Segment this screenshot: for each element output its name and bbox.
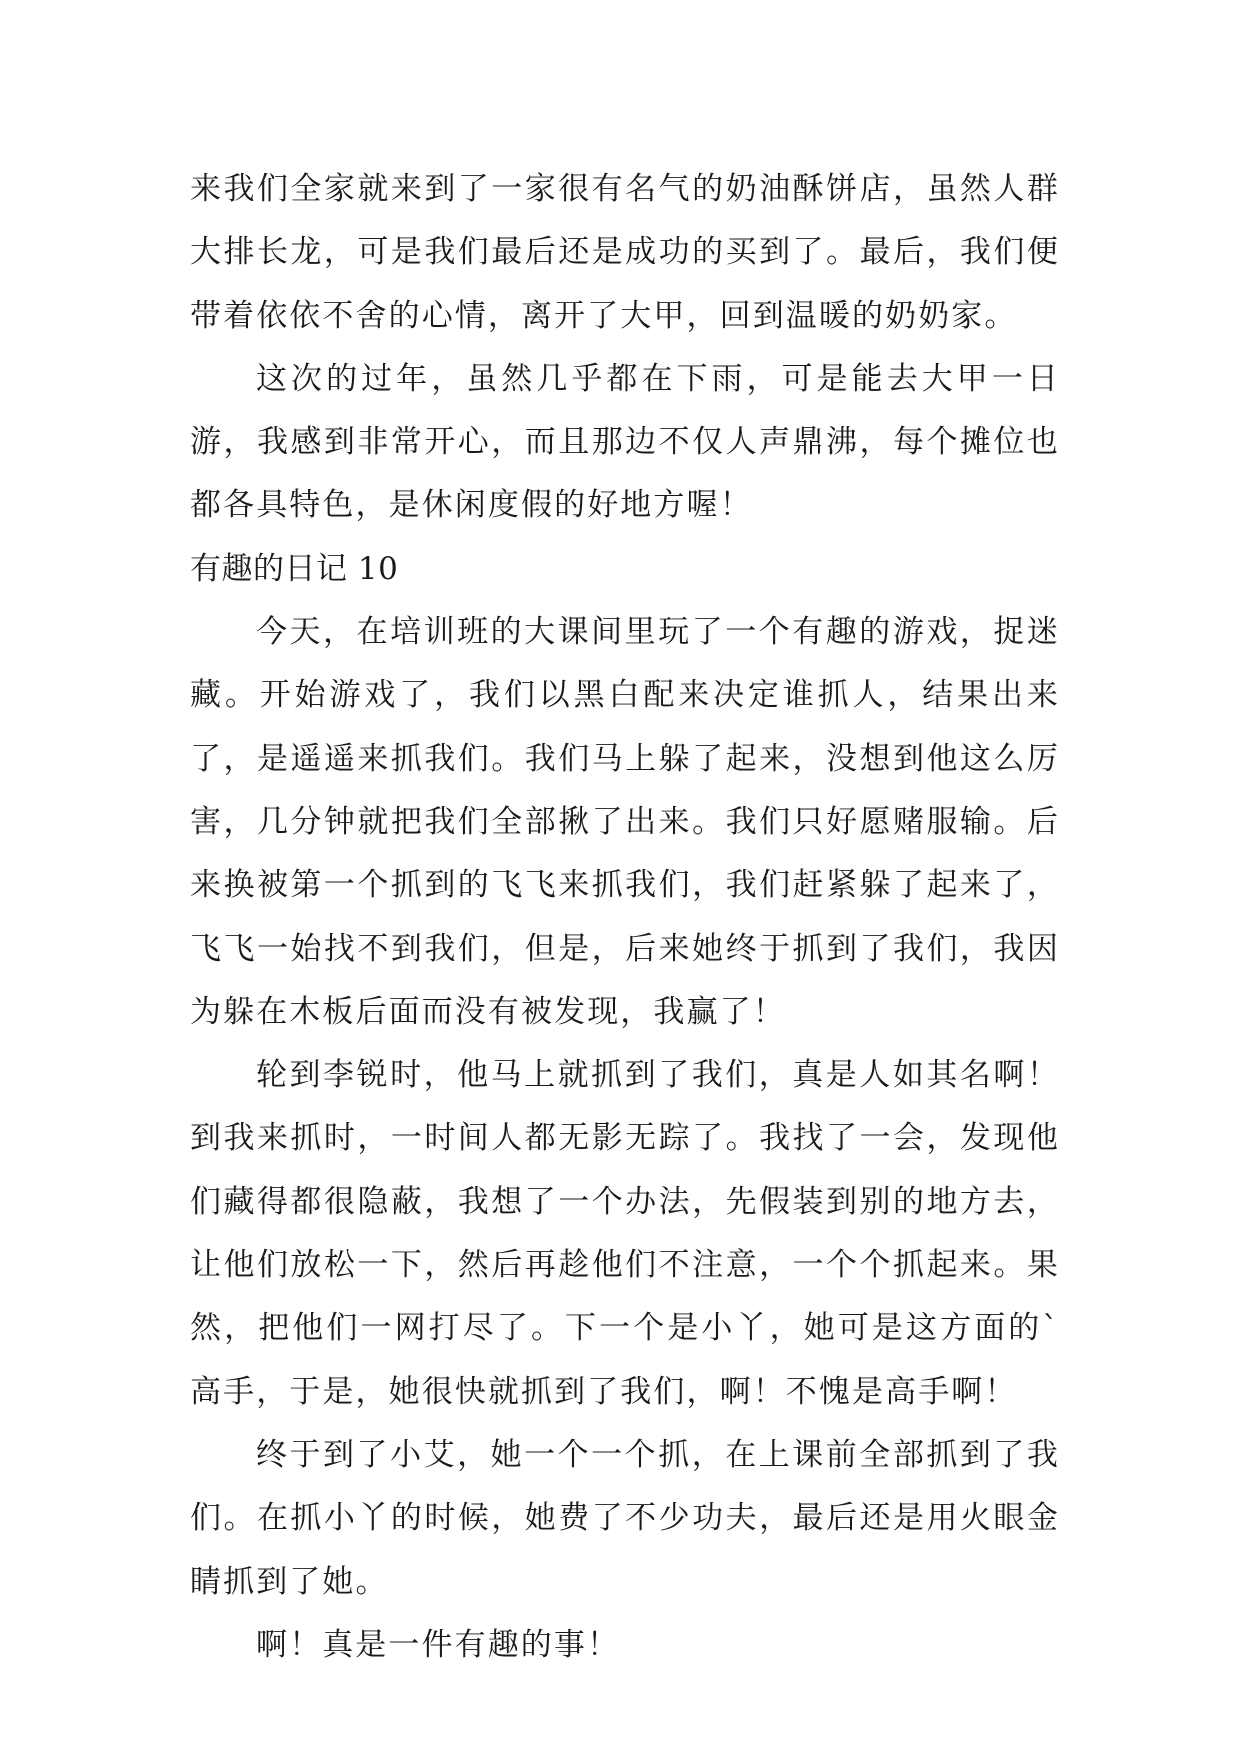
paragraph-xiao-ai-turn: 终于到了小艾，她一个一个抓，在上课前全部抓到了我们。在抓小丫的时候，她费了不少功夫，最后还是用火眼金睛抓到了她。 [190,1436,1060,1600]
paragraph-new-year-summary: 这次的过年，虽然几乎都在下雨，可是能去大甲一日游，我感到非常开心，而且那边不仅人声鼎沸，每个摊位也都各具特色，是休闲度假的好地方喔！ [190,360,1060,524]
document-page [190,158,1060,1677]
paragraph-li-rui-turn: 轮到李锐时，他马上就抓到了我们，真是人如其名啊！到我来抓时，一时间人都无影无踪了。我找了一会，发现他们藏得都很隐蔽，我想了一个办法，先假装到别的地方去，让他们放松一下，然后再趁他们不注意，一个个抓起来。果然，把他们一网打尽了。下一个是小丫，她可是这方面的`高手，于是，她很快就抓到了我们，啊！不愧是高手啊！ [190,1057,1060,1410]
paragraph-conclusion: 啊！真是一件有趣的事！ [256,1626,621,1663]
paragraph-continued: 来我们全家就来到了一家很有名气的奶油酥饼店，虽然人群大排长龙，可是我们最后还是成功的买到了。最后，我们便带着依依不舍的心情，离开了大甲，回到温暖的奶奶家。 [190,171,1060,334]
diary-heading: 有趣的日记 10 [190,550,399,587]
paragraph-hide-and-seek-start: 今天，在培训班的大课间里玩了一个有趣的游戏，捉迷藏。开始游戏了，我们以黑白配来决定谁抓人，结果出来了，是遥遥来抓我们。我们马上躲了起来，没想到他这么厉害，几分钟就把我们全部揪了出来。我们只好愿赌服输。后来换被第一个抓到的飞飞来抓我们，我们赶紧躲了起来了，飞飞一始找不到我们，但是，后来她终于抓到了我们，我因为躲在木板后面而没有被发现，我赢了！ [190,614,1060,1030]
